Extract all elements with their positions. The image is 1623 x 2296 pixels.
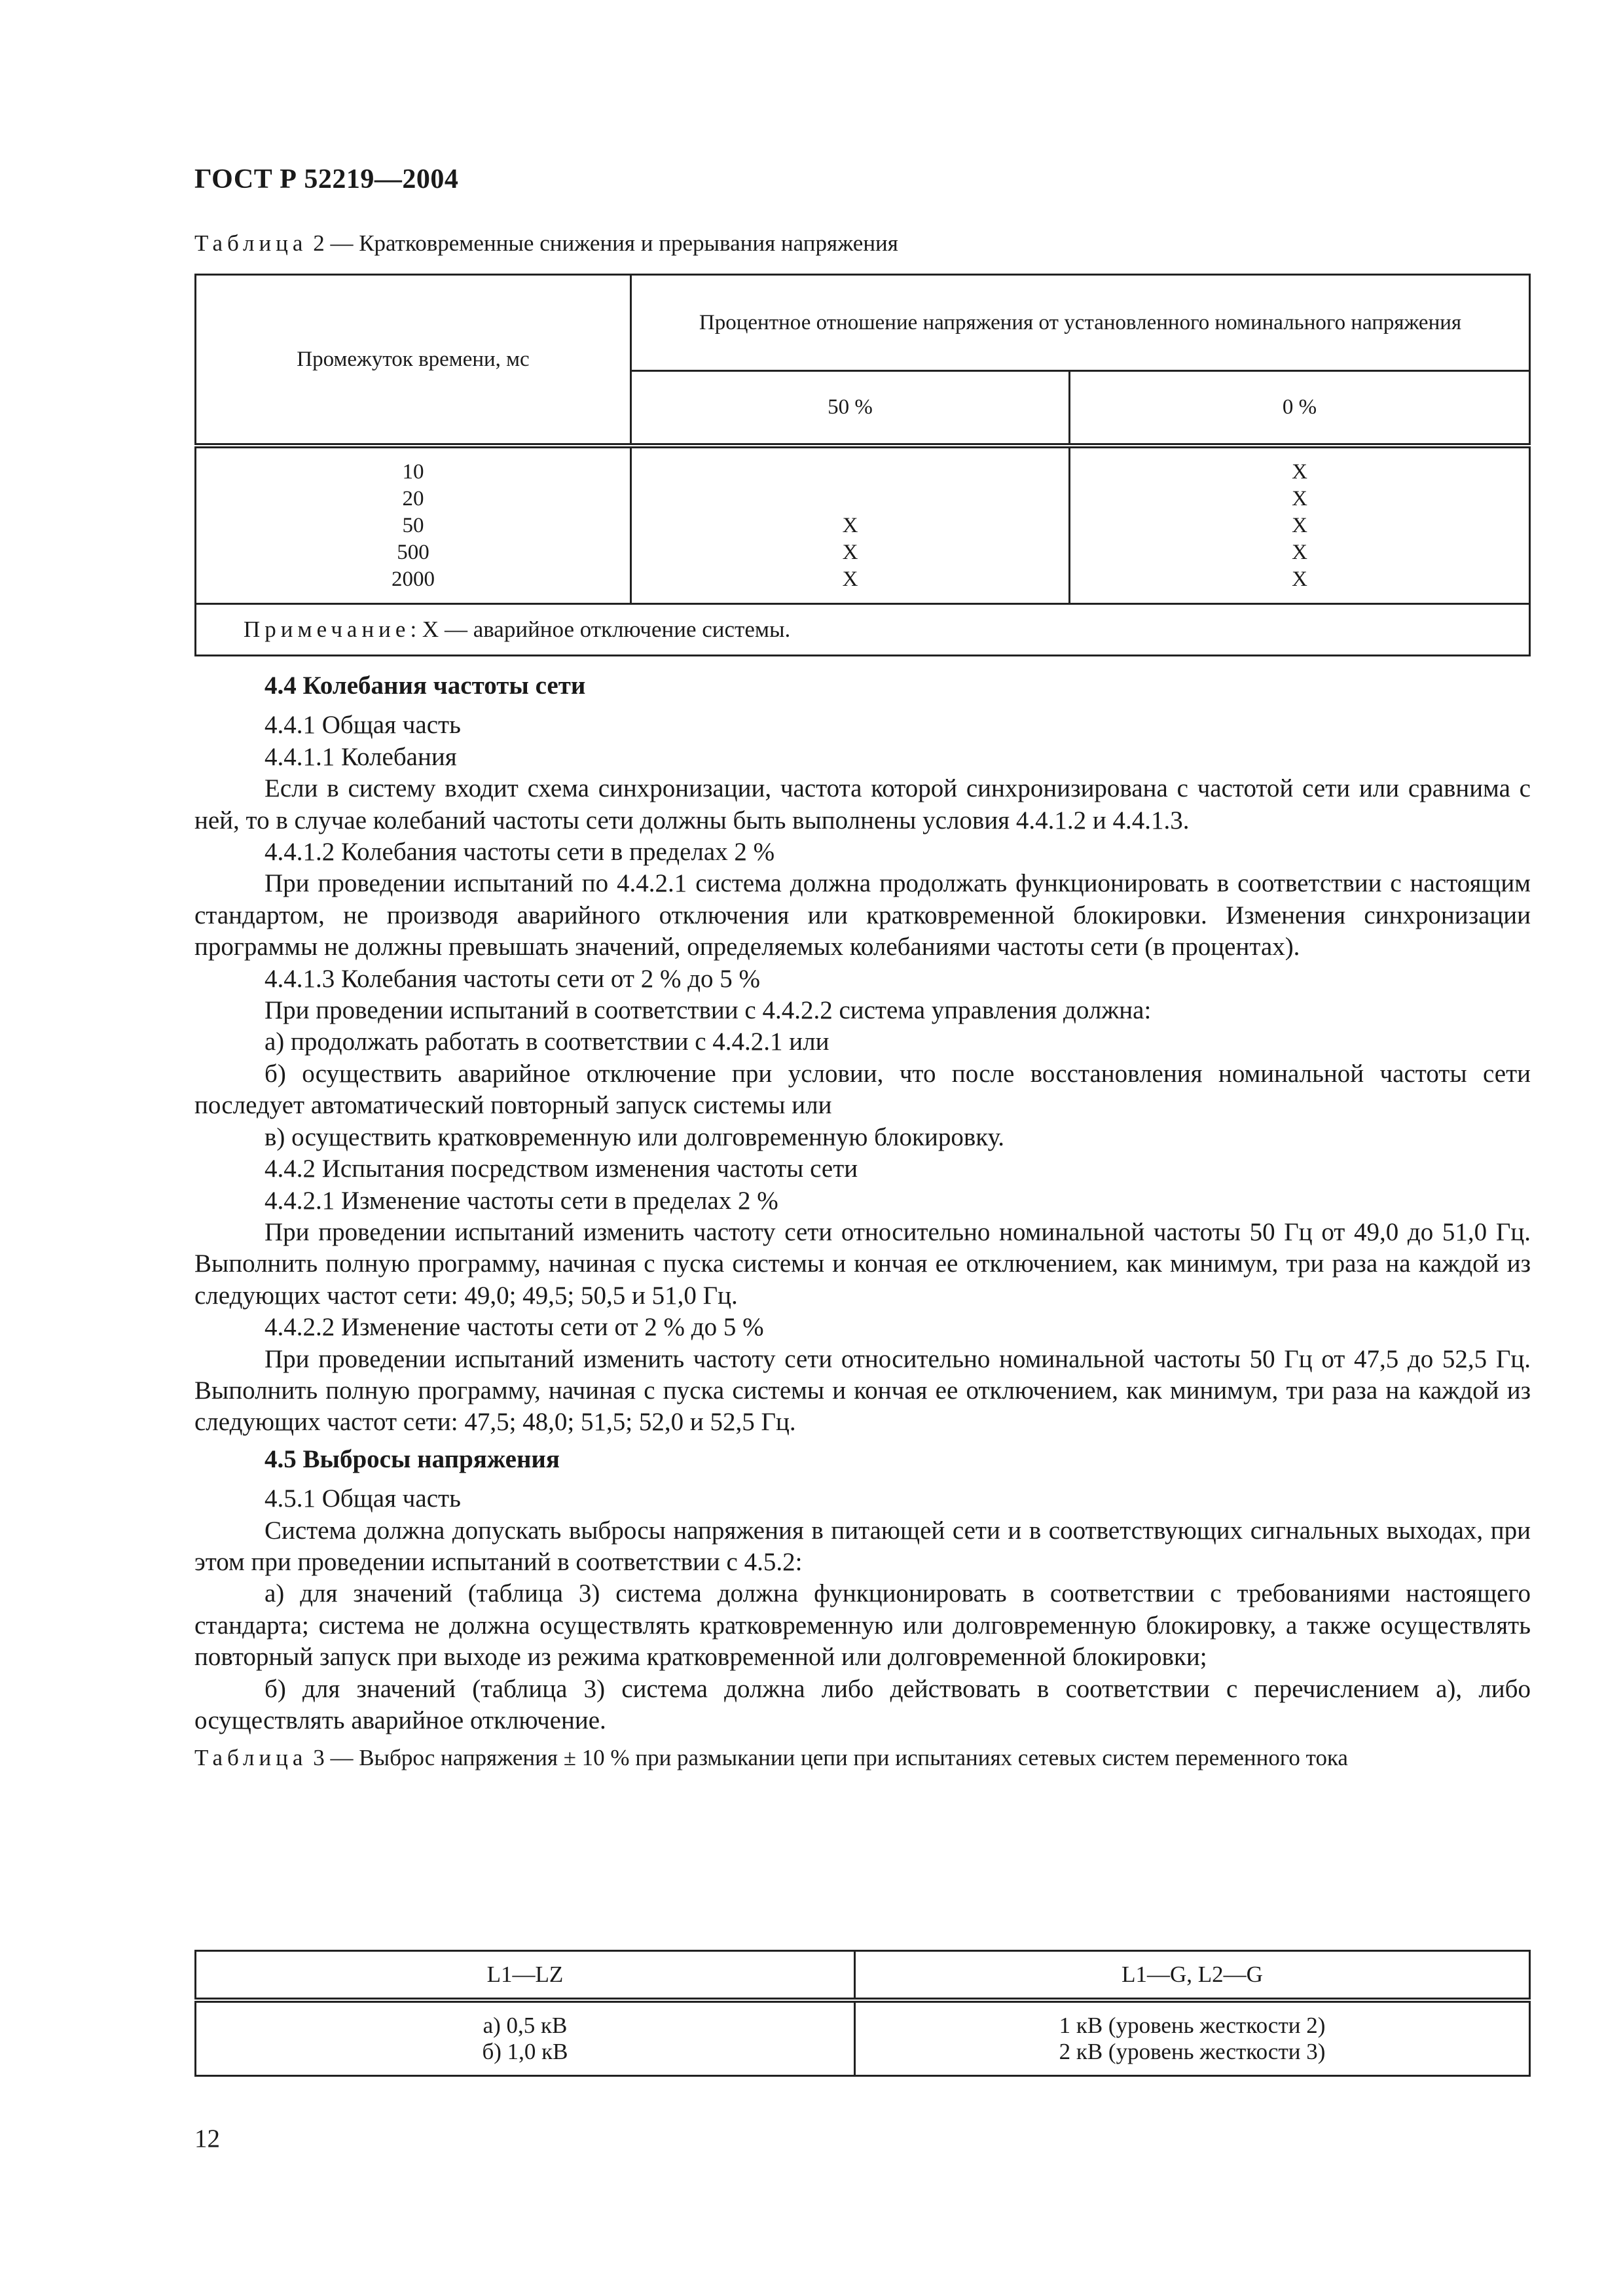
- table2-50-cell: [631, 446, 1070, 604]
- clause-4-4-1-2: 4.4.1.2 Колебания частоты сети в пределах 2 %: [264, 838, 775, 867]
- document-header: ГОСТ Р 52219—2004: [194, 164, 459, 194]
- list-item: б) осуществить аварийное отключение при условии, что после восстановления номинальной частоты сети последует автоматический повторный запуск системы или: [194, 1059, 1531, 1120]
- table3-caption-text: 3 — Выброс напряжения ± 10 % при размыкании цепи при испытаниях сетевых систем переменного тока: [307, 1745, 1348, 1771]
- table2-mark-0: X: [1292, 513, 1307, 537]
- clause-4-5-1: 4.5.1 Общая часть: [264, 1484, 461, 1513]
- table2-time: 20: [402, 486, 424, 511]
- table3-caption-word: Таблица: [194, 1745, 308, 1771]
- paragraph: При проведении испытаний по 4.4.2.1 система должна продолжать функционировать в соответствии с настоящим стандартом, не производя аварийного отключения или кратковременной блокировки. Изменения синхронизации программы не должны превышать значений, определяемых колебаниями частоты сети (в процентах).: [194, 869, 1531, 961]
- section-heading-4-5: 4.5 Выбросы напряжения: [264, 1444, 560, 1473]
- table2-mark-0: X: [1292, 459, 1307, 484]
- table2-time: 10: [402, 459, 424, 484]
- table3-right-value: 2 кВ (уровень жесткости 3): [1059, 2039, 1326, 2064]
- clause-4-4-2-2: 4.4.2.2 Изменение частоты сети от 2 % до 5 %: [264, 1313, 764, 1342]
- table2-header-50: 50 %: [631, 371, 1070, 446]
- table2-caption: [194, 230, 898, 257]
- table3-right-cell: [855, 2000, 1530, 2076]
- table3-header-l1-lz: L1—LZ: [196, 1951, 855, 2001]
- table2-mark-0: X: [1292, 486, 1307, 511]
- table2-mark-0: X: [1292, 540, 1307, 564]
- table2-header-time: Промежуток времени, мс: [196, 275, 631, 446]
- table3-right-value: 1 кВ (уровень жесткости 2): [1059, 2013, 1326, 2038]
- table2-0-cell: [1070, 446, 1530, 604]
- list-item: б) для значений (таблица 3) система должна либо действовать в соответствии с перечислением а), либо осуществлять аварийное отключение.: [194, 1674, 1531, 1734]
- table2-note: [196, 604, 1530, 656]
- paragraph: Система должна допускать выбросы напряжения в питающей сети и в соответствующих сигнальных выходах, при этом при проведении испытаний в соответствии с 4.5.2:: [194, 1516, 1531, 1576]
- table2-header-0: 0 %: [1070, 371, 1530, 446]
- table3-left-cell: [196, 2000, 855, 2076]
- clause-4-4-1-3: 4.4.1.3 Колебания частоты сети от 2 % до 5 %: [264, 964, 761, 993]
- table2-time: 500: [397, 540, 429, 564]
- table2-mark-50: [632, 486, 1068, 512]
- table3-left-value: а) 0,5 кВ: [483, 2013, 568, 2038]
- table2-mark-50: X: [842, 567, 858, 591]
- table2-mark-50: X: [842, 540, 858, 564]
- table2-note-word: Примечание: [244, 617, 410, 642]
- body-text: [194, 665, 1531, 1770]
- paragraph: Если в систему входит схема синхронизации, частота которой синхронизирована с частотой сети или сравнима с ней, то в случае колебаний частоты сети должны быть выполнены условия 4.4.1.2 и 4.4.1.3.: [194, 774, 1531, 834]
- clause-4-4-2: 4.4.2 Испытания посредством изменения частоты сети: [264, 1155, 858, 1183]
- table2-caption-word: Таблица: [194, 230, 308, 256]
- clause-4-4-2-1: 4.4.2.1 Изменение частоты сети в пределах 2 %: [264, 1186, 778, 1215]
- table3-left-value: б) 1,0 кВ: [482, 2039, 568, 2064]
- page-number: 12: [194, 2125, 220, 2153]
- table2-time: 50: [402, 513, 424, 537]
- table3-header-l1-g: L1—G, L2—G: [855, 1951, 1530, 2001]
- table2-note-text: : X — аварийное отключение системы.: [410, 617, 791, 642]
- table-3: [194, 1950, 1531, 2077]
- table2-mark-0: X: [1292, 567, 1307, 591]
- paragraph: При проведении испытаний изменить частоту сети относительно номинальной частоты 50 Гц от 49,0 до 51,0 Гц. Выполнить полную программу, начиная с пуска системы и кончая ее отключением, как минимум, три раза на каждой из следующих частот сети: 49,0; 49,5; 50,5 и 51,0 Гц.: [194, 1217, 1531, 1310]
- paragraph: При проведении испытаний в соответствии с 4.4.2.2 система управления должна:: [264, 996, 1152, 1025]
- table2-times-cell: [196, 446, 631, 604]
- table2-mark-50: X: [842, 513, 858, 537]
- table-2: [194, 274, 1531, 656]
- clause-4-4-1: 4.4.1 Общая часть: [264, 711, 461, 740]
- table2-mark-50: [632, 459, 1068, 486]
- table2-caption-text: 2 — Кратковременные снижения и прерывания напряжения: [307, 230, 898, 256]
- clause-4-4-1-1: 4.4.1.1 Колебания: [264, 742, 457, 771]
- table2-header-percent: Процентное отношение напряжения от установленного номинального напряжения: [631, 275, 1530, 371]
- table2-time: 2000: [392, 567, 435, 591]
- paragraph: При проведении испытаний изменить частоту сети относительно номинальной частоты 50 Гц от 47,5 до 52,5 Гц. Выполнить полную программу, начиная с пуска системы и кончая ее отключением, как минимум, три раза на каждой из следующих частот сети: 47,5; 48,0; 51,5; 52,0 и 52,5 Гц.: [194, 1344, 1531, 1437]
- list-item: а) для значений (таблица 3) система должна функционировать в соответствии с требованиями настоящего стандарта; система не должна осуществлять кратковременную или долговременную блокировку, а также осуществлять повторный запуск при выходе из режима кратковременной или долговременной блокировки;: [194, 1579, 1531, 1672]
- list-item: а) продолжать работать в соответствии с 4.4.2.1 или: [264, 1028, 830, 1056]
- table3-caption: [194, 1746, 1531, 1770]
- list-item: в) осуществить кратковременную или долговременную блокировку.: [264, 1122, 1004, 1151]
- section-heading-4-4: 4.4 Колебания частоты сети: [264, 672, 586, 700]
